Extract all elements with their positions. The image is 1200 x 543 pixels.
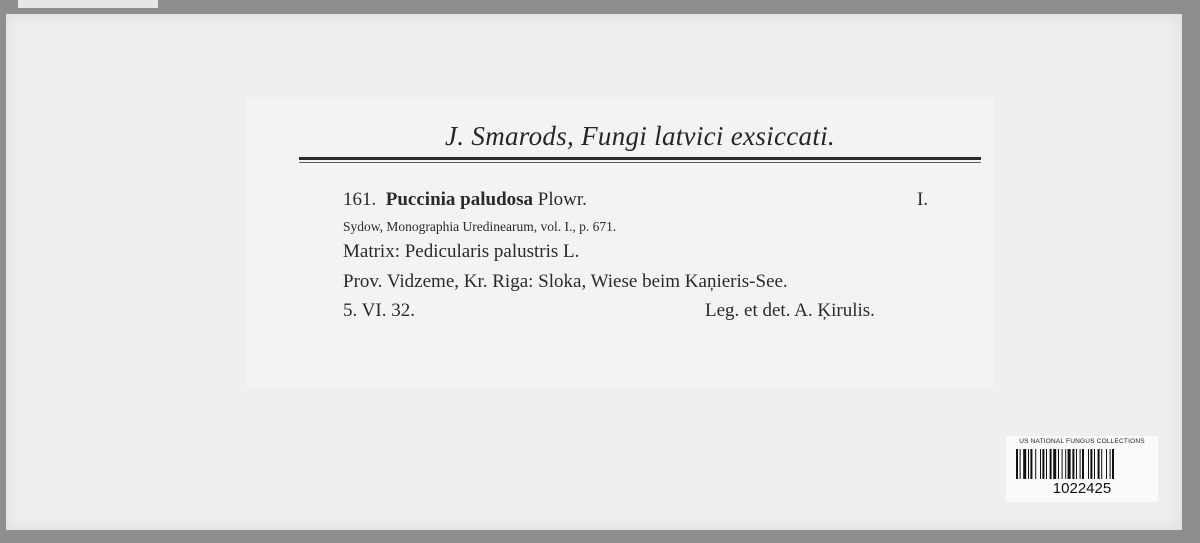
barcode-number: 1022425 (1052, 480, 1112, 497)
barcode-label (1006, 436, 1158, 502)
heading-rule-thick (299, 157, 981, 160)
matrix-line: Matrix: Pedicularis palustris L. (343, 241, 580, 262)
collection-date: 5. VI. 32. (343, 300, 415, 321)
collector: Leg. et det. A. Ķirulis. (705, 300, 875, 321)
adjacent-sheet-edge (18, 0, 158, 8)
specimen-number: 161. (343, 189, 377, 210)
barcode-icon (1016, 449, 1148, 479)
species-name: Puccinia paludosa (385, 189, 534, 210)
spore-stage: I. (917, 189, 929, 210)
locality-line: Prov. Vidzeme, Kr. Riga: Sloka, Wiese beim Kaņieris-See. (343, 271, 788, 292)
entry-line-taxon (343, 189, 983, 211)
barcode-title: US NATIONAL FUNGUS COLLECTIONS (1019, 438, 1145, 445)
literature-reference: Sydow, Monographia Uredinearum, vol. I., p. 671. (343, 219, 617, 234)
date-collector-line (343, 300, 983, 322)
species-author: Plowr. (537, 189, 587, 210)
heading-rule-thin (299, 162, 981, 163)
label-heading: J. Smarods, Fungi latvici exsiccati. (445, 121, 835, 151)
